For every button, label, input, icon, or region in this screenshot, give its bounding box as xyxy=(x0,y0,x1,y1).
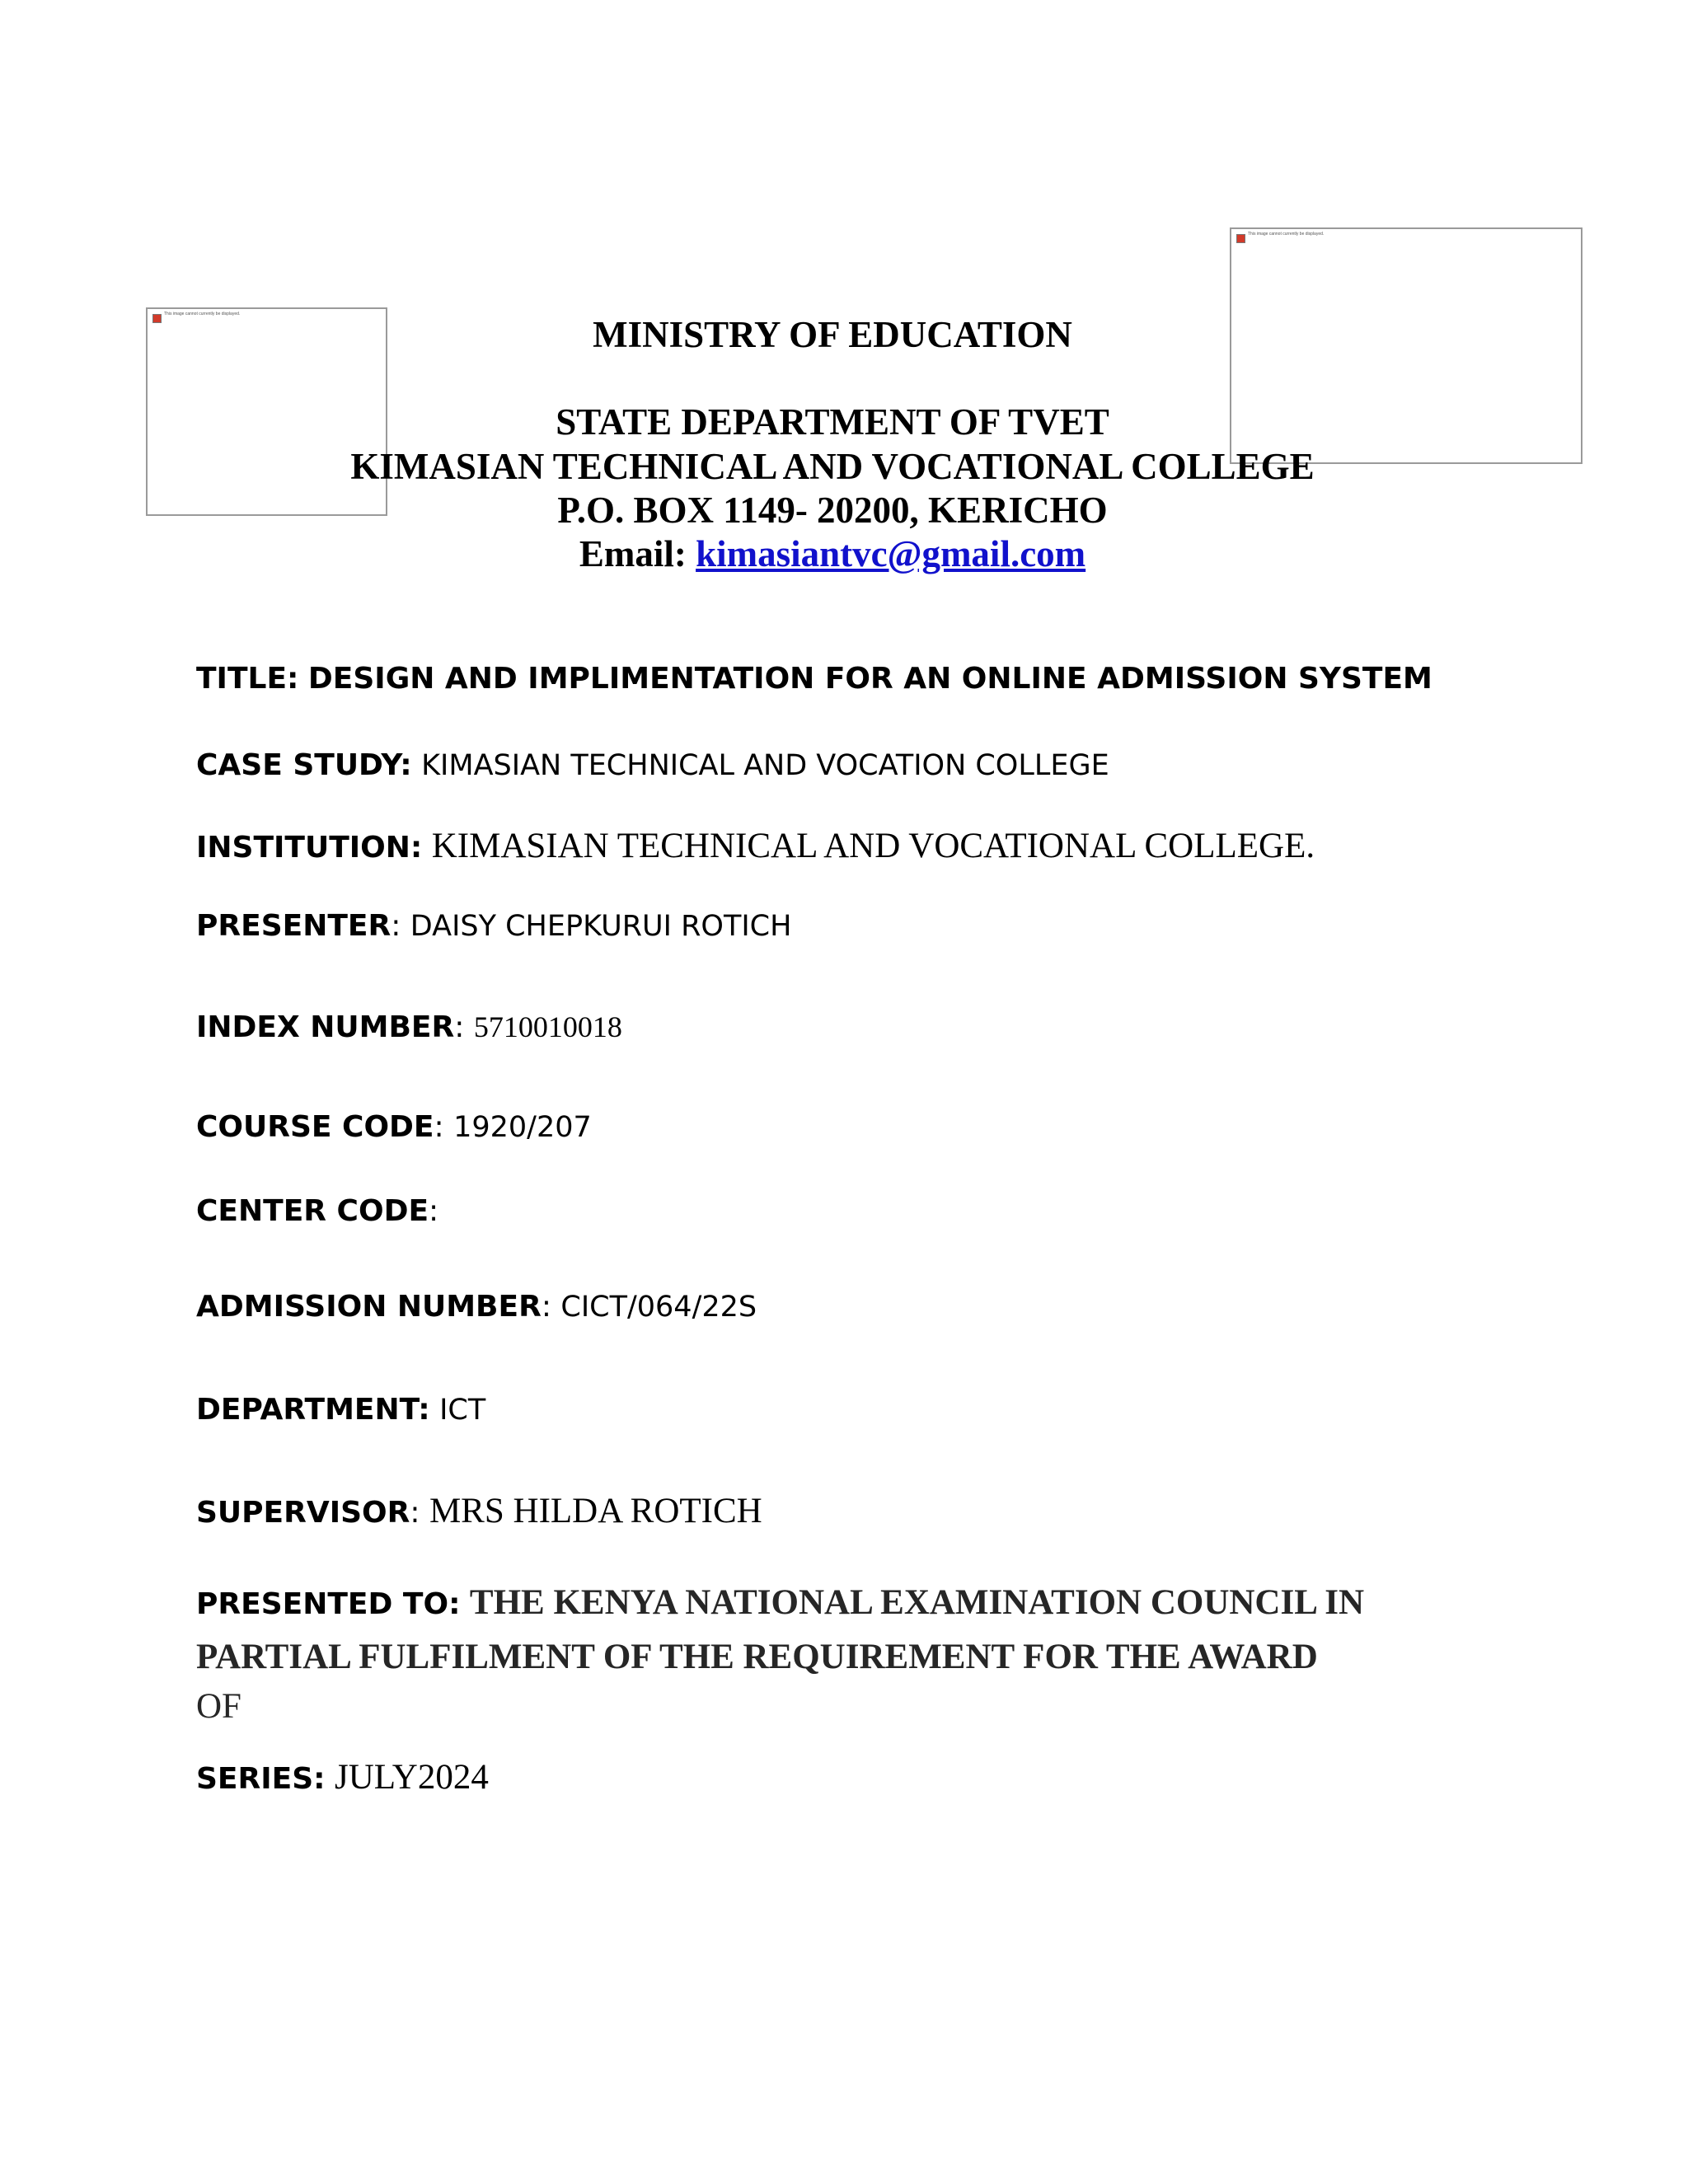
admission-number-field: ADMISSION NUMBER: CICT/064/22S xyxy=(196,1290,757,1324)
supervisor-label: SUPERVISOR xyxy=(196,1496,410,1530)
index-number-value: 5710010018 xyxy=(473,1010,622,1043)
case-study-value: KIMASIAN TECHNICAL AND VOCATION COLLEGE xyxy=(421,749,1109,782)
institution-field xyxy=(196,827,1482,868)
case-study-label: CASE STUDY: xyxy=(196,748,412,782)
email-line xyxy=(0,532,1665,576)
broken-image-caption: This image cannot currently be displayed. xyxy=(1248,232,1325,237)
email-label: Email: xyxy=(579,533,687,574)
department-heading: STATE DEPARTMENT OF TVET xyxy=(556,401,1109,443)
admission-number-label: ADMISSION NUMBER xyxy=(196,1290,542,1324)
title-value: DESIGN AND IMPLIMENTATION FOR AN ONLINE ADMISSION SYSTEM xyxy=(307,662,1432,696)
department-label: DEPARTMENT xyxy=(196,1393,419,1427)
title-label: TITLE: xyxy=(196,662,299,696)
course-code-value: 1920/207 xyxy=(453,1111,592,1144)
supervisor-value: MRS HILDA ROTICH xyxy=(429,1492,762,1530)
presenter-field: PRESENTER: DAISY CHEPKURUI ROTICH xyxy=(196,909,792,943)
presented-to-line-2: PARTIAL FULFILMENT OF THE REQUIREMENT FOR THE AWARD xyxy=(196,1638,1318,1676)
case-study-field xyxy=(196,746,1482,785)
broken-image-caption: This image cannot currently be displayed. xyxy=(164,312,241,316)
presented-to-field xyxy=(196,1577,1482,1730)
title-field xyxy=(196,659,1482,699)
series-value: JULY2024 xyxy=(335,1758,489,1797)
series-label: SERIES: xyxy=(196,1762,326,1796)
presented-to-line-3: OF xyxy=(196,1687,241,1726)
index-number-field: INDEX NUMBER: 5710010018 xyxy=(196,1010,622,1044)
email-link[interactable]: kimasiantvc@gmail.com xyxy=(696,533,1086,574)
supervisor-field: SUPERVISOR: MRS HILDA ROTICH xyxy=(196,1492,762,1530)
ministry-heading: MINISTRY OF EDUCATION xyxy=(593,314,1072,355)
postal-address: P.O. BOX 1149- 20200, KERICHO xyxy=(557,490,1108,531)
admission-number-value: CICT/064/22S xyxy=(560,1291,757,1324)
presented-to-line-1: THE KENYA NATIONAL EXAMINATION COUNCIL IN xyxy=(469,1583,1365,1622)
broken-image-icon xyxy=(1236,234,1245,243)
course-code-field: COURSE CODE: 1920/207 xyxy=(196,1110,592,1144)
index-number-label: INDEX NUMBER xyxy=(196,1010,455,1044)
department-value: ICT xyxy=(439,1394,486,1427)
center-code-label: CENTER CODE xyxy=(196,1194,429,1228)
institution-value: KIMASIAN TECHNICAL AND VOCATIONAL COLLEGE. xyxy=(431,827,1315,865)
presented-to-label: PRESENTED TO: xyxy=(196,1587,461,1621)
presenter-label: PRESENTER xyxy=(196,909,392,943)
series-field xyxy=(196,1758,1482,1799)
department-field: DEPARTMENT: ICT xyxy=(196,1393,486,1427)
center-code-field: CENTER CODE: xyxy=(196,1194,439,1228)
course-code-label: COURSE CODE xyxy=(196,1110,434,1144)
college-heading: KIMASIAN TECHNICAL AND VOCATIONAL COLLEGE xyxy=(350,446,1315,487)
presenter-value: DAISY CHEPKURUI ROTICH xyxy=(410,910,792,943)
institution-label: INSTITUTION: xyxy=(196,831,423,865)
